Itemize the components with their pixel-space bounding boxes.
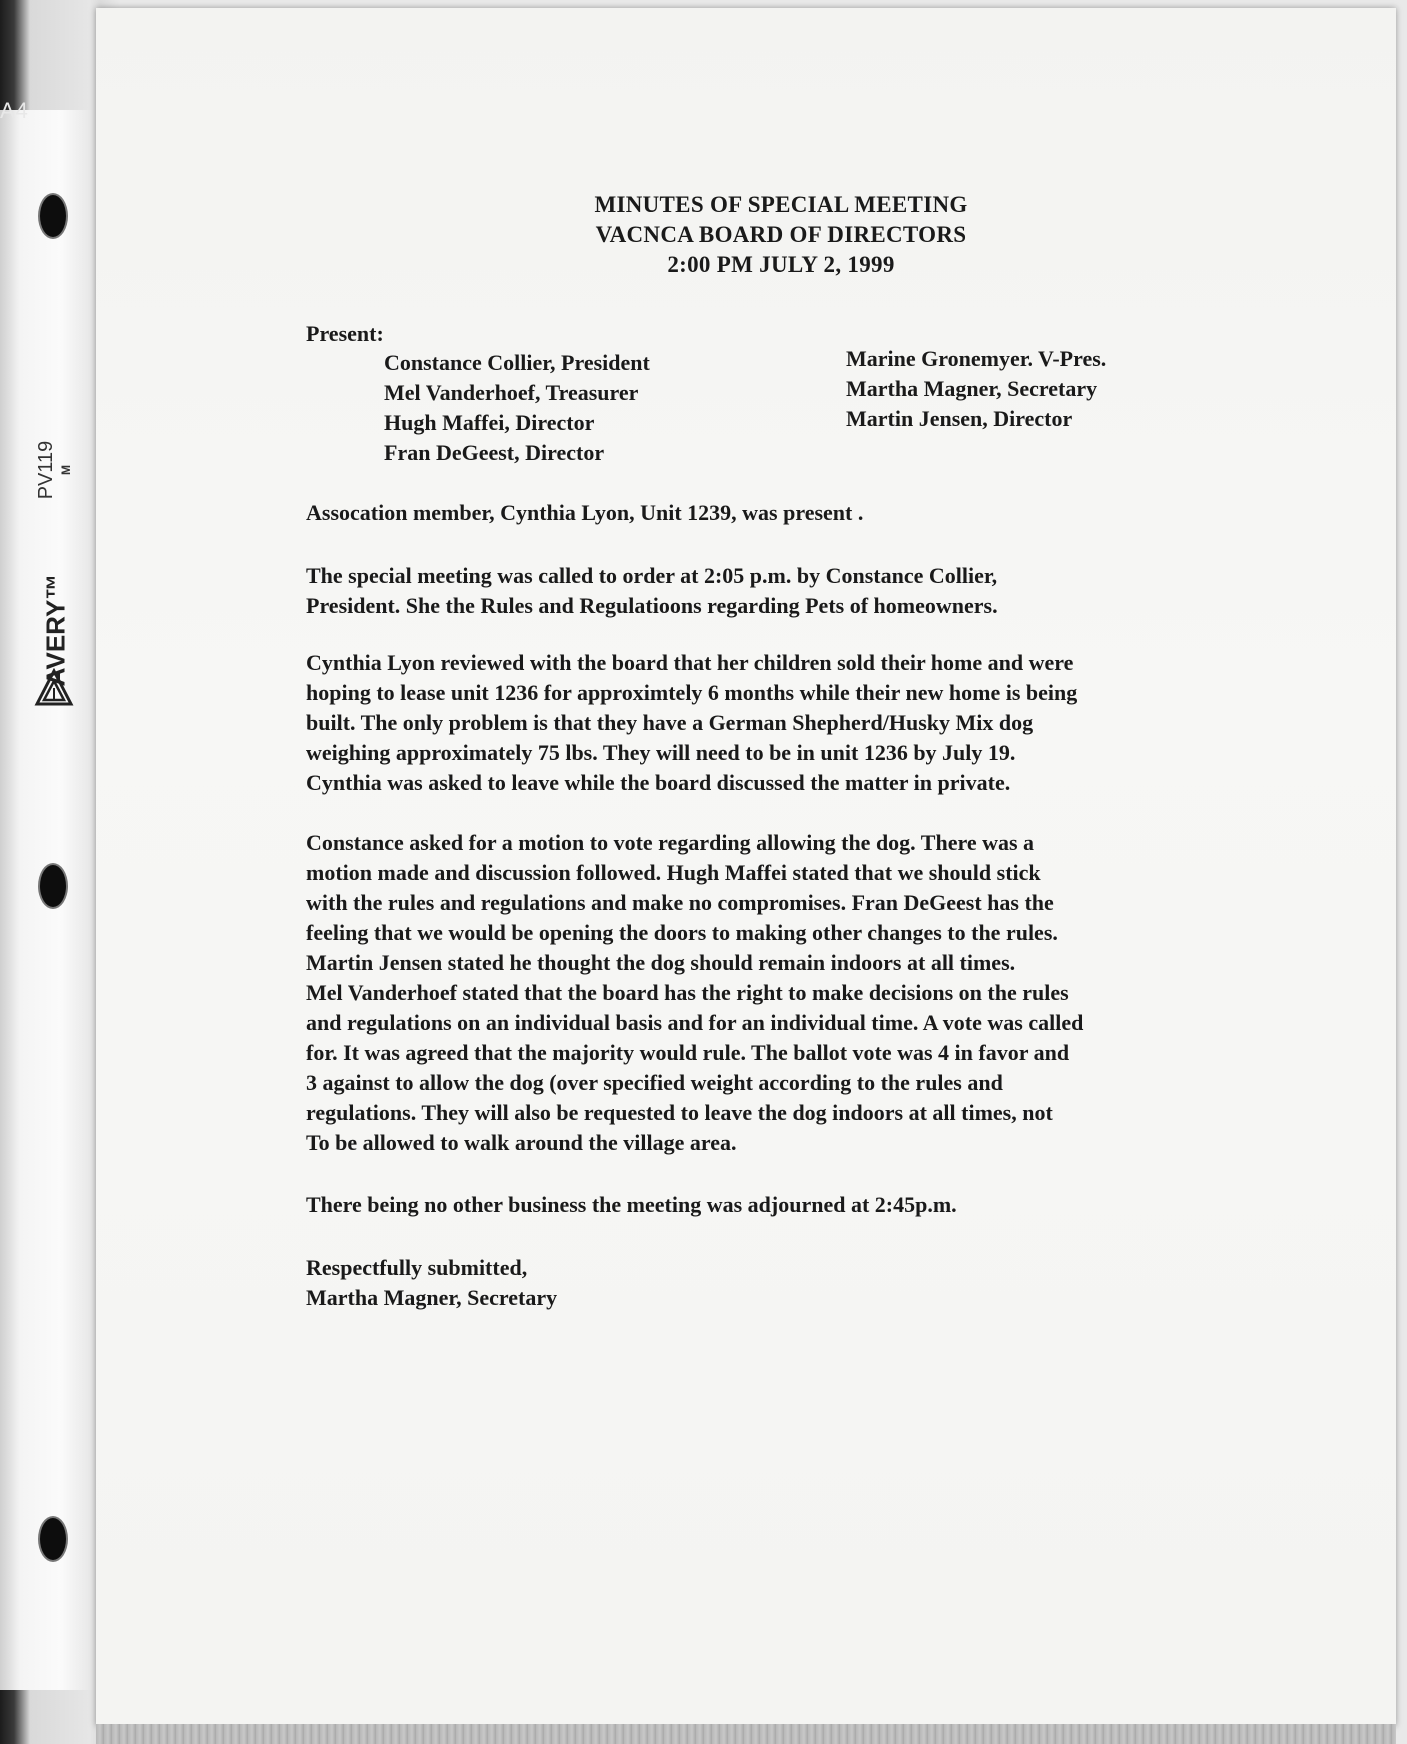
paragraph-cynthia-request [306,648,1236,798]
paragraph-call-to-order [306,561,1236,621]
text-line: Assocation member, Cynthia Lyon, Unit 1239, was present . [306,500,864,525]
product-code [36,441,76,500]
paragraph-motion-and-vote [306,828,1236,1158]
binder-hole-top [40,195,66,237]
heading-line: MINUTES OF SPECIAL MEETING [594,192,968,217]
attendee: Marine Gronemyer. V-Pres. [846,346,1107,371]
attendee: Martin Jensen, Director [846,406,1073,431]
text-line: To be allowed to walk around the village area. [306,1130,737,1155]
sheet-protector-bottom-edge [96,1724,1396,1744]
text-line: regulations. They will also be requested to leave the dog indoors at all times, not [306,1100,1053,1125]
text-line: The special meeting was called to order at 2:05 p.m. by Constance Collier, [306,563,998,588]
binder-hole-middle [40,865,66,907]
attendee: Mel Vanderhoef, Treasurer [384,380,639,405]
brand-triangle-icon [34,668,74,708]
binder-hole-bottom [40,1518,66,1560]
document-heading [496,190,1066,280]
text-line: There being no other business the meeting was adjourned at 2:45p.m. [306,1192,957,1217]
text-line: weighing approximately 75 lbs. They will need to be in unit 1236 by July 19. [306,740,1016,765]
text-line: built. The only problem is that they have a German Shepherd/Husky Mix dog [306,710,1034,735]
paragraph-association-member [306,498,1236,528]
paragraph-adjournment [306,1190,1236,1220]
text-line: for. It was agreed that the majority would rule. The ballot vote was 4 in favor and [306,1040,1070,1065]
attendee: Fran DeGeest, Director [384,440,605,465]
closing-line: Respectfully submitted, [306,1255,528,1280]
heading-line: 2:00 PM JULY 2, 1999 [667,252,895,277]
tab-label: A4 [0,98,29,123]
attendee: Hugh Maffei, Director [384,410,595,435]
text-line: hoping to lease unit 1236 for approximtely 6 months while their new home is being [306,680,1078,705]
text-line: Mel Vanderhoef stated that the board has the right to make decisions on the rules [306,980,1069,1005]
attendees-right-column [846,344,1106,434]
attendee: Martha Magner, Secretary [846,376,1098,401]
heading-line: VACNCA BOARD OF DIRECTORS [595,222,967,247]
text-line: Cynthia Lyon reviewed with the board that her children sold their home and were [306,650,1074,675]
text-line: 3 against to allow the dog (over specified weight according to the rules and [306,1070,1003,1095]
present-label: Present: [306,321,384,346]
attendee: Constance Collier, President [384,350,650,375]
text-line: with the rules and regulations and make no compromises. Fran DeGeest has the [306,890,1054,915]
product-code-sub: M [59,465,73,476]
attendees-left-column [384,348,650,468]
text-line: President. She the Rules and Regulatioons regarding Pets of homeowners. [306,593,998,618]
text-line: Constance asked for a motion to vote regarding allowing the dog. There was a [306,830,1035,855]
text-line: Martin Jensen stated he thought the dog should remain indoors at all times. [306,950,1016,975]
text-line: motion made and discussion followed. Hugh Maffei stated that we should stick [306,860,1041,885]
document-page [96,8,1396,1726]
closing-signature [306,1253,1236,1313]
text-line: Cynthia was asked to leave while the board discussed the matter in private. [306,770,1011,795]
signer-name: Martha Magner, Secretary [306,1285,558,1310]
text-line: feeling that we would be opening the doors to making other changes to the rules. [306,920,1058,945]
text-line: and regulations on an individual basis and for an individual time. A vote was called [306,1010,1084,1035]
brand-logo-text: AVERY™ [40,573,71,687]
product-code-main: PV119 [35,440,57,500]
